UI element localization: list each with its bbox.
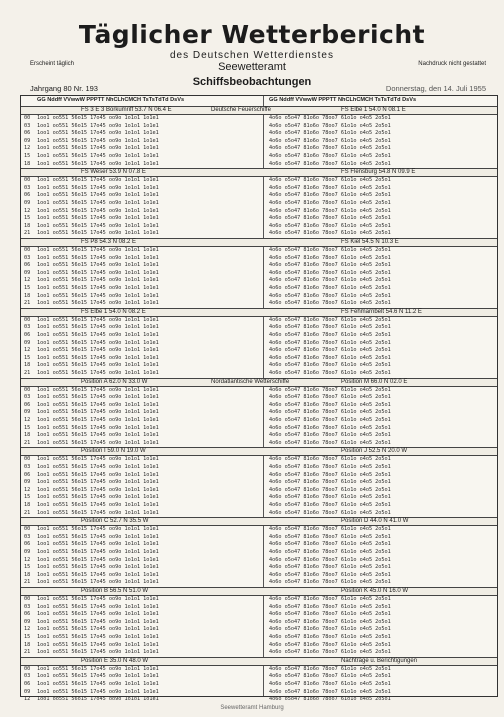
- left-data-cell: 1oo1 oo551 56o15 17o45 oo9o 1o1o1 1o1e1: [37, 502, 159, 508]
- left-data-cell: 1oo1 oo551 56o15 17o45 oo9o 1o1o1 1o1e1: [37, 634, 159, 640]
- left-data-cell: 1oo1 oo551 56o15 17o45 oo9o 1o1o1 1o1e1: [37, 603, 159, 610]
- report-subtitle: des Deutschen Wetterdienstes: [169, 50, 334, 61]
- left-data-cell: 1oo1 oo551 56o15 17o45 oo9o 1o1o1 1o1e1: [37, 192, 159, 199]
- station-left-label: FS 3 E 3 Borkumriff 53.7 N 06.4 E: [81, 107, 172, 113]
- hour-cell: 09: [24, 618, 31, 625]
- left-data-cell: 1oo1 oo551 56o15 17o45 oo9o 1o1o1 1o1e1: [37, 332, 159, 338]
- right-data-cell: 4o6o o5o47 81o6o 78oo7 61o1o o4o5 2o5o1: [269, 222, 391, 229]
- left-data-cell: 1oo1 oo551 56o15 17o45 oo9o 1o1o1 1o1e1: [37, 222, 159, 229]
- right-data-cell: 4o6o o5o47 81o6o 78oo7 61o1o o4o5 2o5o1: [269, 200, 391, 206]
- hour-cell: 03: [24, 324, 31, 331]
- hour-cell: 00: [24, 115, 31, 121]
- hour-cell: 06: [24, 332, 31, 338]
- right-data-cell: 4o6o o5o47 81o6o 78oo7 61o1o o4o5 2o5o1: [269, 688, 391, 695]
- station-right-label: Position K 45.0 N 16.0 W: [341, 588, 409, 594]
- hour-cell: 21: [24, 649, 31, 656]
- left-data-cell: 1oo1 oo551 56o15 17o45 oo9o 1o1o1 1o1e1: [37, 362, 159, 369]
- right-data-cell: 4o6o o5o47 81o6o 78oo7 61o1o o4o5 2o5o1: [269, 479, 391, 486]
- right-data-cell: 4o6o o5o47 81o6o 78oo7 61o1o o4o5 2o5o1: [269, 192, 391, 199]
- left-data-cell: 1oo1 oo551 56o15 17o45 oo9o 1o1o1 1o1e1: [37, 417, 159, 423]
- right-data-cell: 4o6o o5o47 81o6o 78oo7 61o1o o4o5 2o5o1: [269, 641, 391, 648]
- left-data-cell: 1oo1 oo551 56o15 17o45 oo9o 1o1o1 1o1e1: [37, 456, 159, 463]
- hour-cell: 18: [24, 571, 31, 578]
- right-data-cell: 4o6o o5o47 81o6o 78oo7 61o1o o4o5 2o5o1: [269, 292, 391, 299]
- left-data-cell: 1oo1 oo551 56o15 17o45 oo9o 1o1o1 1o1e1: [37, 549, 159, 555]
- station-right-label: Position J 52.5 N 20.0 W: [341, 448, 408, 455]
- left-data-cell: 1oo1 oo551 56o15 17o45 oo9o 1o1o1 1o1e1: [37, 300, 159, 307]
- hour-cell: 18: [24, 362, 31, 369]
- left-data-cell: 1oo1 oo551 56o15 17o45 oo9o 1o1o1 1o1e1: [37, 130, 159, 137]
- right-data-cell: 4o6o o5o47 81o6o 78oo7 61o1o o4o5 2o5o1: [269, 696, 391, 703]
- right-data-cell: 4o6o o5o47 81o6o 78oo7 61o1o o4o5 2o5o1: [269, 177, 391, 184]
- left-data-cell: 1oo1 oo551 56o15 17o45 oo9o 1o1o1 1o1e1: [37, 494, 159, 501]
- station-left-label: Position A 62.0 N 33.0 W: [81, 378, 148, 385]
- right-data-cell: 4o6o o5o47 81o6o 78oo7 61o1o o4o5 2o5o1: [269, 285, 391, 291]
- left-data-cell: 1oo1 oo551 56o15 17o45 oo9o 1o1o1 1o1e1: [37, 347, 159, 354]
- left-data-cell: 1oo1 oo551 56o15 17o45 oo9o 1o1o1 1o1e1: [37, 262, 159, 269]
- left-data-cell: 1oo1 oo551 56o15 17o45 oo9o 1o1o1 1o1e1: [37, 184, 159, 191]
- left-data-cell: 1oo1 oo551 56o15 17o45 oo9o 1o1o1 1o1e1: [37, 285, 159, 291]
- hour-cell: 00: [24, 386, 31, 393]
- hour-cell: 00: [24, 456, 31, 463]
- left-data-cell: 1oo1 oo551 56o15 17o45 oo9o 1o1o1 1o1e1: [37, 160, 159, 167]
- left-data-cell: 1oo1 oo551 56o15 17o45 oo9o 1o1o1 1o1e1: [37, 509, 159, 516]
- hour-cell: 06: [24, 262, 31, 269]
- hour-cell: 21: [24, 579, 31, 586]
- left-data-cell: 1oo1 oo551 56o15 17o45 oo9o 1o1o1 1o1e1: [37, 145, 159, 152]
- left-data-cell: 1oo1 oo551 56o15 17o45 oo9o 1o1o1 1o1e1: [37, 386, 159, 393]
- right-data-cell: 4o6o o5o47 81o6o 78oo7 61o1o o4o5 2o5o1: [269, 269, 391, 276]
- right-data-cell: 4o6o o5o47 81o6o 78oo7 61o1o o4o5 2o5o1: [269, 230, 391, 237]
- hour-cell: 15: [24, 285, 31, 291]
- left-data-cell: 1oo1 oo551 56o15 17o45 oo9o 1o1o1 1o1e1: [37, 424, 159, 431]
- right-data-cell: 4o6o o5o47 81o6o 78oo7 61o1o o4o5 2o5o1: [269, 277, 391, 284]
- office-name: Seewetteramt: [218, 61, 286, 73]
- left-data-cell: 1oo1 oo551 56o15 17o45 oo9o 1o1o1 1o1e1: [37, 688, 159, 695]
- right-data-cell: 4o6o o5o47 81o6o 78oo7 61o1o o4o5 2o5o1: [269, 316, 391, 323]
- left-data-cell: 1oo1 oo551 56o15 17o45 oo9o 1o1o1 1o1e1: [37, 354, 159, 361]
- left-data-cell: 1oo1 oo551 56o15 17o45 oo9o 1o1o1 1o1e1: [37, 533, 159, 540]
- left-data-cell: 1oo1 oo551 56o15 17o45 oo9o 1o1o1 1o1e1: [37, 153, 159, 159]
- hour-cell: 00: [24, 177, 31, 184]
- right-data-cell: 4o6o o5o47 81o6o 78oo7 61o1o o4o5 2o5o1: [269, 115, 391, 121]
- left-data-cell: 1oo1 oo551 56o15 17o45 oo9o 1o1o1 1o1e1: [37, 665, 159, 672]
- hour-cell: 06: [24, 471, 31, 478]
- hour-cell: 12: [24, 347, 31, 354]
- station-left-label: Position B 56.5 N 51.0 W: [81, 588, 149, 594]
- right-data-cell: 4o6o o5o47 81o6o 78oo7 61o1o o4o5 2o5o1: [269, 386, 391, 393]
- hour-cell: 06: [24, 130, 31, 137]
- right-data-cell: 4o6o o5o47 81o6o 78oo7 61o1o o4o5 2o5o1: [269, 362, 391, 369]
- left-data-cell: 1oo1 oo551 56o15 17o45 oo9o 1o1o1 1o1e1: [37, 649, 159, 656]
- right-data-cell: 4o6o o5o47 81o6o 78oo7 61o1o o4o5 2o5o1: [269, 649, 391, 656]
- station-right-label: FS Flensburg 54.8 N 09.9 E: [341, 169, 416, 176]
- hour-cell: 12: [24, 145, 31, 152]
- hour-cell: 18: [24, 641, 31, 648]
- hour-cell: 03: [24, 122, 31, 129]
- hour-cell: 15: [24, 494, 31, 501]
- hour-cell: 06: [24, 611, 31, 618]
- station-right-label: FS Fehmarnbelt 54.6 N 11.2 E: [341, 308, 422, 315]
- left-data-cell: 1oo1 oo551 56o15 17o45 oo9o 1o1o1 1o1e1: [37, 137, 159, 144]
- hour-cell: 12: [24, 207, 31, 214]
- left-data-cell: 1oo1 oo551 56o15 17o45 oo9o 1o1o1 1o1e1: [37, 324, 159, 331]
- hour-cell: 12: [24, 556, 31, 563]
- left-data-cell: 1oo1 oo551 56o15 17o45 oo9o 1o1o1 1o1e1: [37, 439, 159, 446]
- station-right-label: FS Kiel 54.5 N 10.3 E: [341, 239, 399, 245]
- right-data-cell: 4o6o o5o47 81o6o 78oo7 61o1o o4o5 2o5o1: [269, 611, 391, 618]
- left-data-cell: 1oo1 oo551 56o15 17o45 oo9o 1o1o1 1o1e1: [37, 486, 159, 493]
- column-labels-left: GG Nddff VVwwW PPPTT NhCLhCMCH TsTsTdTd DsVs: [37, 97, 185, 103]
- column-labels-right: GG Nddff VVwwW PPPTT NhCLhCMCH TsTsTdTd DsVs: [269, 97, 417, 103]
- right-data-cell: 4o6o o5o47 81o6o 78oo7 61o1o o4o5 2o5o1: [269, 502, 391, 508]
- right-data-cell: 4o6o o5o47 81o6o 78oo7 61o1o o4o5 2o5o1: [269, 439, 391, 446]
- hour-cell: 15: [24, 215, 31, 222]
- right-data-cell: 4o6o o5o47 81o6o 78oo7 61o1o o4o5 2o5o1: [269, 533, 391, 540]
- right-data-cell: 4o6o o5o47 81o6o 78oo7 61o1o o4o5 2o5o1: [269, 339, 391, 346]
- right-data-cell: 4o6o o5o47 81o6o 78oo7 61o1o o4o5 2o5o1: [269, 332, 391, 338]
- hour-cell: 03: [24, 394, 31, 401]
- hour-cell: 03: [24, 254, 31, 261]
- left-data-cell: 1oo1 oo551 56o15 17o45 oo9o 1o1o1 1o1e1: [37, 464, 159, 470]
- station-left-label: Position E 35.0 N 48.0 W: [81, 657, 149, 664]
- left-data-cell: 1oo1 oo551 56o15 17o45 oo9o 1o1o1 1o1e1: [37, 177, 159, 184]
- hour-cell: 09: [24, 137, 31, 144]
- hour-cell: 18: [24, 222, 31, 229]
- right-data-cell: 4o6o o5o47 81o6o 78oo7 61o1o o4o5 2o5o1: [269, 347, 391, 354]
- right-data-cell: 4o6o o5o47 81o6o 78oo7 61o1o o4o5 2o5o1: [269, 541, 391, 548]
- station-left-label: FS Weser 53.9 N 07.8 E: [81, 169, 146, 176]
- hour-cell: 09: [24, 549, 31, 555]
- right-data-cell: 4o6o o5o47 81o6o 78oo7 61o1o o4o5 2o5o1: [269, 486, 391, 493]
- left-data-cell: 1oo1 oo551 56o15 17o45 oo9o 1o1o1 1o1e1: [37, 696, 159, 703]
- station-group-label: Deutsche Feuerschiffe: [211, 107, 271, 113]
- right-data-cell: 4o6o o5o47 81o6o 78oo7 61o1o o4o5 2o5o1: [269, 324, 391, 331]
- observation-table: [20, 95, 498, 703]
- hour-cell: 12: [24, 626, 31, 633]
- right-data-cell: 4o6o o5o47 81o6o 78oo7 61o1o o4o5 2o5o1: [269, 665, 391, 672]
- right-data-cell: 4o6o o5o47 81o6o 78oo7 61o1o o4o5 2o5o1: [269, 215, 391, 222]
- left-data-cell: 1oo1 oo551 56o15 17o45 oo9o 1o1o1 1o1e1: [37, 673, 159, 680]
- hour-cell: 12: [24, 417, 31, 423]
- left-data-cell: 1oo1 oo551 56o15 17o45 oo9o 1o1o1 1o1e1: [37, 316, 159, 323]
- left-data-cell: 1oo1 oo551 56o15 17o45 oo9o 1o1o1 1o1e1: [37, 596, 159, 602]
- left-data-cell: 1oo1 oo551 56o15 17o45 oo9o 1o1o1 1o1e1: [37, 247, 159, 253]
- hour-cell: 00: [24, 526, 31, 533]
- hour-cell: 18: [24, 432, 31, 439]
- hour-cell: 09: [24, 339, 31, 346]
- table-header: [21, 96, 497, 104]
- left-data-cell: 1oo1 oo551 56o15 17o45 oo9o 1o1o1 1o1e1: [37, 401, 159, 408]
- right-data-cell: 4o6o o5o47 81o6o 78oo7 61o1o o4o5 2o5o1: [269, 618, 391, 625]
- right-data-cell: 4o6o o5o47 81o6o 78oo7 61o1o o4o5 2o5o1: [269, 417, 391, 423]
- hour-cell: 18: [24, 292, 31, 299]
- hour-cell: 09: [24, 409, 31, 416]
- right-data-cell: 4o6o o5o47 81o6o 78oo7 61o1o o4o5 2o5o1: [269, 130, 391, 137]
- right-data-cell: 4o6o o5o47 81o6o 78oo7 61o1o o4o5 2o5o1: [269, 401, 391, 408]
- hour-cell: 21: [24, 230, 31, 237]
- publication-note: Erscheint täglich: [30, 61, 75, 67]
- right-data-cell: 4o6o o5o47 81o6o 78oo7 61o1o o4o5 2o5o1: [269, 354, 391, 361]
- hour-cell: 21: [24, 439, 31, 446]
- left-data-cell: 1oo1 oo551 56o15 17o45 oo9o 1o1o1 1o1e1: [37, 526, 159, 533]
- right-data-cell: 4o6o o5o47 81o6o 78oo7 61o1o o4o5 2o5o1: [269, 626, 391, 633]
- hour-cell: 09: [24, 269, 31, 276]
- hour-cell: 09: [24, 688, 31, 695]
- left-data-cell: 1oo1 oo551 56o15 17o45 oo9o 1o1o1 1o1e1: [37, 292, 159, 299]
- hour-cell: 06: [24, 401, 31, 408]
- hour-cell: 03: [24, 673, 31, 680]
- hour-cell: 15: [24, 564, 31, 571]
- right-data-cell: 4o6o o5o47 81o6o 78oo7 61o1o o4o5 2o5o1: [269, 464, 391, 470]
- right-data-cell: 4o6o o5o47 81o6o 78oo7 61o1o o4o5 2o5o1: [269, 571, 391, 578]
- station-left-label: Position C 52.7 N 35.5 W: [81, 518, 149, 525]
- hour-cell: 09: [24, 200, 31, 206]
- right-data-cell: 4o6o o5o47 81o6o 78oo7 61o1o o4o5 2o5o1: [269, 370, 391, 376]
- hour-cell: 18: [24, 502, 31, 508]
- left-data-cell: 1oo1 oo551 56o15 17o45 oo9o 1o1o1 1o1e1: [37, 339, 159, 346]
- right-data-cell: 4o6o o5o47 81o6o 78oo7 61o1o o4o5 2o5o1: [269, 549, 391, 555]
- left-data-cell: 1oo1 oo551 56o15 17o45 oo9o 1o1o1 1o1e1: [37, 641, 159, 648]
- hour-cell: 03: [24, 184, 31, 191]
- left-data-cell: 1oo1 oo551 56o15 17o45 oo9o 1o1o1 1o1e1: [37, 122, 159, 129]
- right-data-cell: 4o6o o5o47 81o6o 78oo7 61o1o o4o5 2o5o1: [269, 300, 391, 307]
- left-data-cell: 1oo1 oo551 56o15 17o45 oo9o 1o1o1 1o1e1: [37, 370, 159, 376]
- station-left-label: FS Elbe 1 54.0 N 08.2 E: [81, 308, 146, 315]
- copyright-note: Nachdruck nicht gestattet: [418, 61, 486, 67]
- right-data-cell: 4o6o o5o47 81o6o 78oo7 61o1o o4o5 2o5o1: [269, 673, 391, 680]
- right-data-cell: 4o6o o5o47 81o6o 78oo7 61o1o o4o5 2o5o1: [269, 471, 391, 478]
- left-data-cell: 1oo1 oo551 56o15 17o45 oo9o 1o1o1 1o1e1: [37, 626, 159, 633]
- right-data-cell: 4o6o o5o47 81o6o 78oo7 61o1o o4o5 2o5o1: [269, 160, 391, 167]
- table-row: [21, 695, 497, 704]
- right-data-cell: 4o6o o5o47 81o6o 78oo7 61o1o o4o5 2o5o1: [269, 494, 391, 501]
- hour-cell: 12: [24, 486, 31, 493]
- right-data-cell: 4o6o o5o47 81o6o 78oo7 61o1o o4o5 2o5o1: [269, 145, 391, 152]
- right-data-cell: 4o6o o5o47 81o6o 78oo7 61o1o o4o5 2o5o1: [269, 603, 391, 610]
- hour-cell: 00: [24, 596, 31, 602]
- station-left-label: FS P8 54.3 N 08.2 E: [81, 239, 137, 245]
- right-data-cell: 4o6o o5o47 81o6o 78oo7 61o1o o4o5 2o5o1: [269, 424, 391, 431]
- hour-cell: 06: [24, 192, 31, 199]
- hour-cell: 15: [24, 153, 31, 159]
- station-right-label: FS Elbe 1 54.0 N 08.1 E: [341, 107, 406, 113]
- hour-cell: 12: [24, 277, 31, 284]
- station-right-label: Position M 66.0 N 02.0 E: [341, 378, 408, 385]
- left-data-cell: 1oo1 oo551 56o15 17o45 oo9o 1o1o1 1o1e1: [37, 479, 159, 486]
- left-data-cell: 1oo1 oo551 56o15 17o45 oo9o 1o1o1 1o1e1: [37, 618, 159, 625]
- left-data-cell: 1oo1 oo551 56o15 17o45 oo9o 1o1o1 1o1e1: [37, 394, 159, 401]
- right-data-cell: 4o6o o5o47 81o6o 78oo7 61o1o o4o5 2o5o1: [269, 122, 391, 129]
- hour-cell: 00: [24, 316, 31, 323]
- right-data-cell: 4o6o o5o47 81o6o 78oo7 61o1o o4o5 2o5o1: [269, 456, 391, 463]
- right-data-cell: 4o6o o5o47 81o6o 78oo7 61o1o o4o5 2o5o1: [269, 634, 391, 640]
- left-data-cell: 1oo1 oo551 56o15 17o45 oo9o 1o1o1 1o1e1: [37, 571, 159, 578]
- hour-cell: 09: [24, 479, 31, 486]
- section-title: Schiffsbeobachtungen: [192, 76, 312, 88]
- hour-cell: 21: [24, 300, 31, 307]
- issue-number: Jahrgang 80 Nr. 193: [30, 84, 98, 93]
- report-title: Täglicher Wetterbericht: [78, 20, 426, 49]
- footer-text: Seewetteramt Hamburg: [220, 705, 284, 711]
- right-data-cell: 4o6o o5o47 81o6o 78oo7 61o1o o4o5 2o5o1: [269, 579, 391, 586]
- left-data-cell: 1oo1 oo551 56o15 17o45 oo9o 1o1o1 1o1e1: [37, 200, 159, 206]
- right-data-cell: 4o6o o5o47 81o6o 78oo7 61o1o o4o5 2o5o1: [269, 207, 391, 214]
- left-data-cell: 1oo1 oo551 56o15 17o45 oo9o 1o1o1 1o1e1: [37, 681, 159, 687]
- left-data-cell: 1oo1 oo551 56o15 17o45 oo9o 1o1o1 1o1e1: [37, 409, 159, 416]
- right-data-cell: 4o6o o5o47 81o6o 78oo7 61o1o o4o5 2o5o1: [269, 153, 391, 159]
- left-data-cell: 1oo1 oo551 56o15 17o45 oo9o 1o1o1 1o1e1: [37, 611, 159, 618]
- left-data-cell: 1oo1 oo551 56o15 17o45 oo9o 1o1o1 1o1e1: [37, 564, 159, 571]
- right-data-cell: 4o6o o5o47 81o6o 78oo7 61o1o o4o5 2o5o1: [269, 681, 391, 687]
- left-data-cell: 1oo1 oo551 56o15 17o45 oo9o 1o1o1 1o1e1: [37, 230, 159, 237]
- station-group-label: Nordatlantische Wetterschiffe: [211, 378, 290, 385]
- left-data-cell: 1oo1 oo551 56o15 17o45 oo9o 1o1o1 1o1e1: [37, 579, 159, 586]
- hour-cell: 15: [24, 634, 31, 640]
- station-right-label: Nachträge u. Berichtigungen: [341, 657, 418, 664]
- right-data-cell: 4o6o o5o47 81o6o 78oo7 61o1o o4o5 2o5o1: [269, 409, 391, 416]
- left-data-cell: 1oo1 oo551 56o15 17o45 oo9o 1o1o1 1o1e1: [37, 115, 159, 121]
- right-data-cell: 4o6o o5o47 81o6o 78oo7 61o1o o4o5 2o5o1: [269, 254, 391, 261]
- left-data-cell: 1oo1 oo551 56o15 17o45 oo9o 1o1o1 1o1e1: [37, 471, 159, 478]
- hour-cell: 03: [24, 464, 31, 470]
- right-data-cell: 4o6o o5o47 81o6o 78oo7 61o1o o4o5 2o5o1: [269, 526, 391, 533]
- right-data-cell: 4o6o o5o47 81o6o 78oo7 61o1o o4o5 2o5o1: [269, 432, 391, 439]
- hour-cell: 06: [24, 541, 31, 548]
- hour-cell: 15: [24, 354, 31, 361]
- hour-cell: 18: [24, 160, 31, 167]
- hour-cell: 03: [24, 533, 31, 540]
- right-data-cell: 4o6o o5o47 81o6o 78oo7 61o1o o4o5 2o5o1: [269, 394, 391, 401]
- left-data-cell: 1oo1 oo551 56o15 17o45 oo9o 1o1o1 1o1e1: [37, 269, 159, 276]
- right-data-cell: 4o6o o5o47 81o6o 78oo7 61o1o o4o5 2o5o1: [269, 247, 391, 253]
- left-data-cell: 1oo1 oo551 56o15 17o45 oo9o 1o1o1 1o1e1: [37, 556, 159, 563]
- left-data-cell: 1oo1 oo551 56o15 17o45 oo9o 1o1o1 1o1e1: [37, 432, 159, 439]
- hour-cell: 12: [24, 696, 31, 703]
- left-data-cell: 1oo1 oo551 56o15 17o45 oo9o 1o1o1 1o1e1: [37, 207, 159, 214]
- hour-cell: 03: [24, 603, 31, 610]
- right-data-cell: 4o6o o5o47 81o6o 78oo7 61o1o o4o5 2o5o1: [269, 262, 391, 269]
- hour-cell: 21: [24, 509, 31, 516]
- right-data-cell: 4o6o o5o47 81o6o 78oo7 61o1o o4o5 2o5o1: [269, 184, 391, 191]
- issue-date: Donnerstag, den 14. Juli 1955: [385, 84, 486, 93]
- right-data-cell: 4o6o o5o47 81o6o 78oo7 61o1o o4o5 2o5o1: [269, 137, 391, 144]
- left-data-cell: 1oo1 oo551 56o15 17o45 oo9o 1o1o1 1o1e1: [37, 254, 159, 261]
- right-data-cell: 4o6o o5o47 81o6o 78oo7 61o1o o4o5 2o5o1: [269, 596, 391, 602]
- right-data-cell: 4o6o o5o47 81o6o 78oo7 61o1o o4o5 2o5o1: [269, 564, 391, 571]
- station-right-label: Position D 44.0 N 41.0 W: [341, 518, 409, 525]
- hour-cell: 00: [24, 665, 31, 672]
- station-left-label: Position I 59.0 N 19.0 W: [81, 448, 146, 455]
- left-data-cell: 1oo1 oo551 56o15 17o45 oo9o 1o1o1 1o1e1: [37, 277, 159, 284]
- right-data-cell: 4o6o o5o47 81o6o 78oo7 61o1o o4o5 2o5o1: [269, 509, 391, 516]
- left-data-cell: 1oo1 oo551 56o15 17o45 oo9o 1o1o1 1o1e1: [37, 215, 159, 222]
- hour-cell: 00: [24, 247, 31, 253]
- left-data-cell: 1oo1 oo551 56o15 17o45 oo9o 1o1o1 1o1e1: [37, 541, 159, 548]
- hour-cell: 06: [24, 681, 31, 687]
- hour-cell: 21: [24, 370, 31, 376]
- right-data-cell: 4o6o o5o47 81o6o 78oo7 61o1o o4o5 2o5o1: [269, 556, 391, 563]
- hour-cell: 15: [24, 424, 31, 431]
